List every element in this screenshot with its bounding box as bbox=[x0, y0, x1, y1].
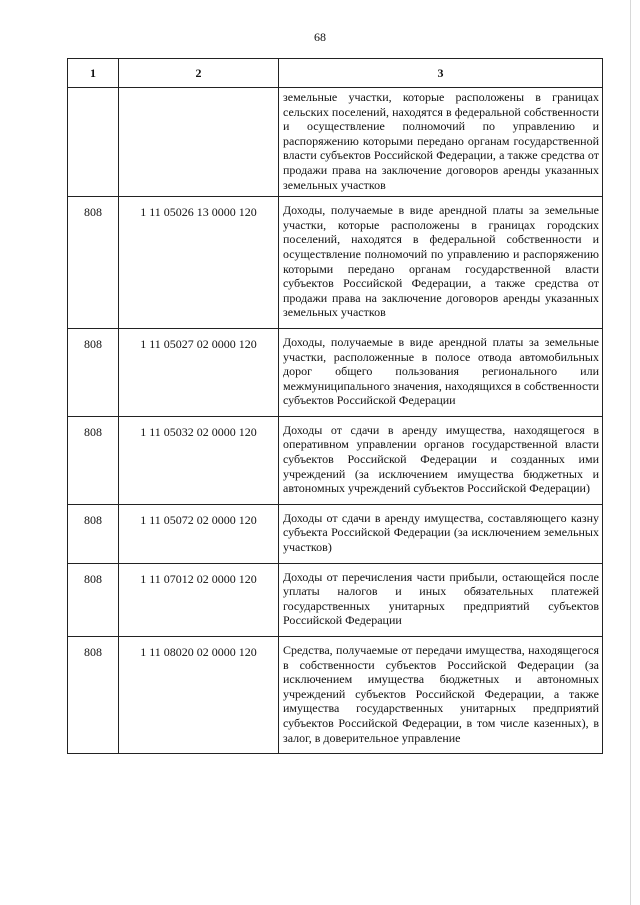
admin-code-cell: 808 bbox=[68, 637, 119, 754]
admin-code-cell: 808 bbox=[68, 504, 119, 563]
revenue-code-cell bbox=[119, 88, 279, 197]
table-row bbox=[68, 563, 603, 636]
table-row bbox=[68, 328, 603, 416]
header-col-1: 1 bbox=[68, 59, 119, 88]
header-col-2: 2 bbox=[119, 59, 279, 88]
table-row bbox=[68, 637, 603, 754]
revenue-description-cell: Доходы от сдачи в аренду имущества, составляющего казну субъекта Российской Федерации (за исключением земельных участков) bbox=[279, 504, 603, 563]
revenue-description-cell: земельные участки, которые расположены в границах сельских поселений, находятся в федеральной собственности и осуществление полномочий по управлению и распоряжению которыми передано органам государственной власти субъектов Российской Федерации, а также средства от продажи права на заключение договоров аренды указанных земельных участков bbox=[279, 88, 603, 197]
admin-code-cell bbox=[68, 88, 119, 197]
header-col-3: 3 bbox=[279, 59, 603, 88]
revenue-code-cell: 1 11 05072 02 0000 120 bbox=[119, 504, 279, 563]
admin-code-cell: 808 bbox=[68, 197, 119, 329]
revenue-description-cell: Доходы, получаемые в виде арендной платы за земельные участки, которые расположены в границах городских поселений, находятся в федеральной собственности и осуществление полномочий по управлению и распоряжению которыми передано органам государственной власти субъектов Российской Федерации, а также средства от продажи права на заключение договоров аренды указанных земельных участков bbox=[279, 197, 603, 329]
revenue-description-cell: Доходы от перечисления части прибыли, остающейся после уплаты налогов и иных обязательных платежей государственных унитарных предприятий субъектов Российской Федерации bbox=[279, 563, 603, 636]
page-number: 68 bbox=[314, 30, 326, 44]
table-row bbox=[68, 416, 603, 504]
table-row bbox=[68, 88, 603, 197]
scan-edge-line bbox=[630, 0, 631, 905]
revenue-codes-table bbox=[67, 58, 603, 754]
admin-code-cell: 808 bbox=[68, 416, 119, 504]
revenue-code-cell: 1 11 05032 02 0000 120 bbox=[119, 416, 279, 504]
table-row bbox=[68, 197, 603, 329]
admin-code-cell: 808 bbox=[68, 563, 119, 636]
revenue-code-cell: 1 11 05027 02 0000 120 bbox=[119, 328, 279, 416]
admin-code-cell: 808 bbox=[68, 328, 119, 416]
revenue-code-cell: 1 11 08020 02 0000 120 bbox=[119, 637, 279, 754]
revenue-description-cell: Доходы, получаемые в виде арендной платы за земельные участки, расположенные в полосе отвода автомобильных дорог общего пользования регионального или межмуниципального значения, находящихся в собственности субъектов Российской Федерации bbox=[279, 328, 603, 416]
revenue-code-cell: 1 11 05026 13 0000 120 bbox=[119, 197, 279, 329]
revenue-code-cell: 1 11 07012 02 0000 120 bbox=[119, 563, 279, 636]
revenue-description-cell: Средства, получаемые от передачи имущества, находящегося в собственности субъектов Российской Федерации (за исключением имущества бюджетных и автономных учреждений субъектов Российской Федерации, а также имущества государственных унитарных предприятий субъектов Российской Федерации, в том числе казенных), в залог, в доверительное управление bbox=[279, 637, 603, 754]
table-header-row bbox=[68, 59, 603, 88]
revenue-description-cell: Доходы от сдачи в аренду имущества, находящегося в оперативном управлении органов государственной власти субъектов Российской Федерации и созданных ими учреждений (за исключением имущества бюджетных и автономных учреждений субъектов Российской Федерации) bbox=[279, 416, 603, 504]
table-row bbox=[68, 504, 603, 563]
